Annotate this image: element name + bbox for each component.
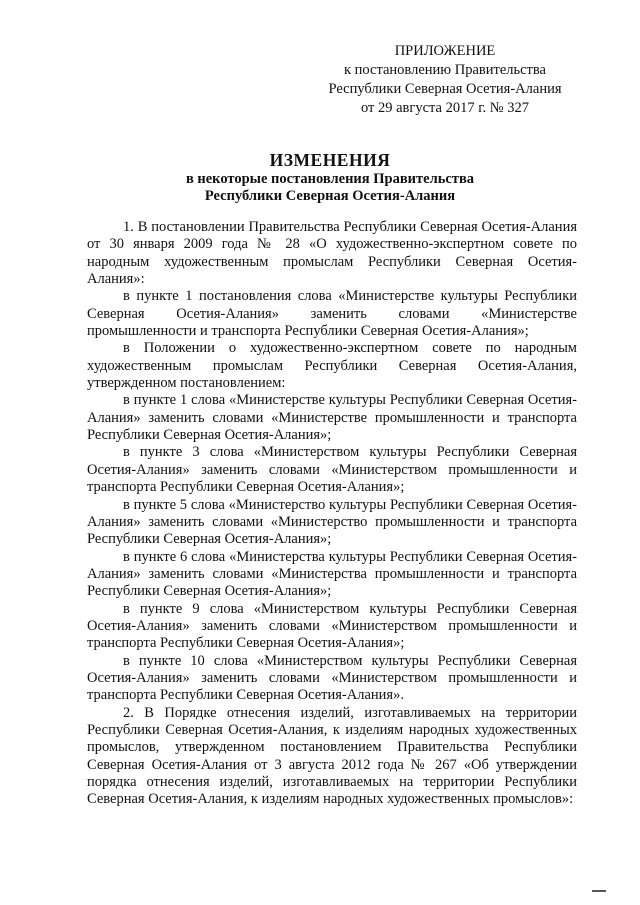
paragraph-5: в пункте 3 слова «Министерством культуры Республики Северная Осетия-Алания» заменить словами «Министерством промышленности и транспорта Республики Северная Осетия-Алания»; [87, 444, 577, 496]
paragraph-6: в пункте 5 слова «Министерство культуры Республики Северная Осетия-Алания» заменить словами «Министерство промышленности и транспорта Республики Северная Осетия-Алания»; [87, 496, 577, 548]
appendix-date-number: от 29 августа 2017 г. № 327 [360, 100, 530, 116]
paragraph-3: в Положении о художественно-экспертном совете по народным художественным промыслам Республики Северная Осетия-Алания, утвержденном постановлением: [87, 340, 577, 392]
document-title [90, 149, 570, 205]
appendix-resolution-ref: к постановлению Правительства [344, 62, 546, 78]
paragraph-9: в пункте 10 слова «Министерством культуры Республики Северная Осетия-Алания» заменить словами «Министерством промышленности и транспорта Республики Северная Осетия-Алания». [87, 652, 577, 704]
paragraph-4: в пункте 1 слова «Министерстве культуры Республики Северная Осетия-Алания» заменить словами «Министерстве промышленности и транспорта Республики Северная Осетия-Алания»; [87, 392, 577, 444]
paragraph-2: в пункте 1 постановления слова «Министерстве культуры Республики Северная Осетия-Алания» заменить словами «Министерстве промышленности и транспорта Республики Северная Осетия-Алания»; [87, 288, 577, 340]
title-main: ИЗМЕНЕНИЯ [269, 150, 391, 170]
appendix-label: ПРИЛОЖЕНИЕ [394, 43, 496, 59]
paragraph-7: в пункте 6 слова «Министерства культуры Республики Северная Осетия-Алания» заменить словами «Министерства промышленности и транспорта Республики Северная Осетия-Алания»; [87, 548, 577, 600]
appendix-block [300, 42, 590, 118]
paragraph-1: 1. В постановлении Правительства Республики Северная Осетия-Алания от 30 января 2009 года № 28 «О художественно-экспертном совете по народным художественным промыслам Республики Северная Осетия-Алания»: [87, 219, 577, 288]
scan-mark [592, 890, 606, 892]
document-body [87, 219, 577, 809]
title-subtitle-line-2: Республики Северная Осетия-Алания [204, 188, 456, 204]
title-subtitle-line-1: в некоторые постановления Правительства [185, 171, 475, 187]
appendix-government: Республики Северная Осетия-Алания [328, 81, 562, 97]
paragraph-8: в пункте 9 слова «Министерством культуры Республики Северная Осетия-Алания» заменить словами «Министерством промышленности и транспорта Республики Северная Осетия-Алания»; [87, 600, 577, 652]
paragraph-10: 2. В Порядке отнесения изделий, изготавливаемых на территории Республики Северная Осетия-Алания, к изделиям народных художественных промыслов, утвержденном постановлением Правительства Республики Северная Осетия-Алания от 3 августа 2012 года № 267 «Об утверждении порядка отнесения изделий, изготавливаемых на территории Республики Северная Осетия-Алания, к изделиям народных художественных промыслов»: [87, 704, 577, 808]
